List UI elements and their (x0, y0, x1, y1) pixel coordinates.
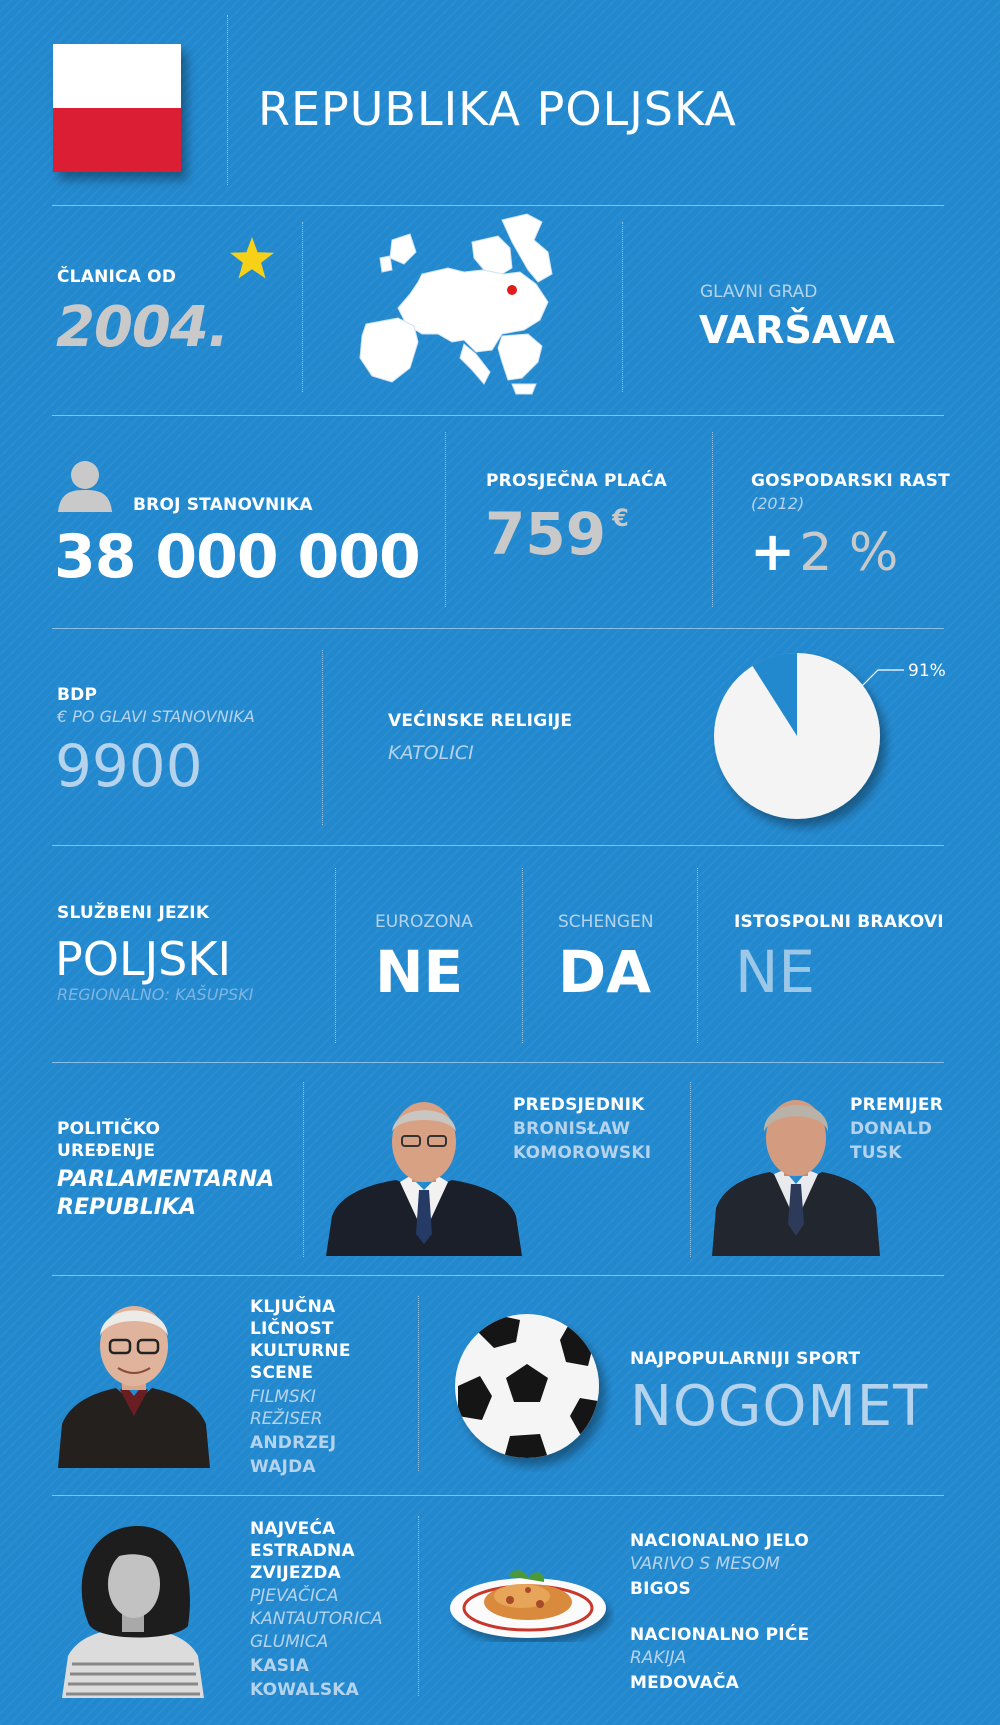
culture-name-2: WAJDA (250, 1457, 316, 1477)
growth-year: (2012) (751, 494, 805, 513)
star-role-1: PJEVAČICA (250, 1586, 339, 1606)
page-title: REPUBLIKA POLJSKA (258, 82, 737, 136)
star-icon (228, 234, 276, 282)
president-name-1: BRONISŁAW (513, 1119, 631, 1139)
salary-currency: € (612, 504, 629, 532)
dish-sub: VARIVO S MESOM (630, 1554, 780, 1574)
salary-value: 759 (485, 500, 607, 568)
divider (52, 845, 944, 846)
drink-label: NACIONALNO PIĆE (630, 1625, 810, 1645)
growth-sign: + (750, 520, 796, 583)
star-label-3: ZVIJEZDA (250, 1563, 341, 1583)
header-divider (227, 15, 228, 185)
divider (52, 415, 944, 416)
marriage-value: NE (735, 938, 816, 1006)
schengen-value: DA (558, 938, 652, 1006)
divider (622, 222, 623, 392)
culture-role-1: FILMSKI (250, 1387, 316, 1407)
star-label-2: ESTRADNA (250, 1541, 355, 1561)
divider (52, 628, 944, 629)
divider (335, 868, 336, 1043)
divider (690, 1082, 691, 1257)
religion-value: KATOLICI (388, 742, 474, 764)
language-label: SLUŽBENI JEZIK (57, 903, 210, 923)
politics-label-2: UREĐENJE (57, 1141, 156, 1161)
president-photo (326, 1094, 522, 1256)
gdp-sub: € PO GLAVI STANOVNIKA (57, 707, 255, 726)
poland-flag (53, 44, 181, 172)
star-role-3: GLUMICA (250, 1632, 329, 1652)
eu-label: ČLANICA OD (57, 267, 177, 287)
divider (445, 432, 446, 607)
star-name-2: KOWALSKA (250, 1680, 360, 1700)
divider (52, 205, 944, 206)
europe-map-icon (352, 212, 578, 398)
divider (302, 222, 303, 392)
religion-pie-chart (700, 648, 960, 838)
person-icon (56, 458, 114, 514)
drink-value: MEDOVAČA (630, 1673, 740, 1693)
population-value: 38 000 000 (54, 522, 420, 592)
growth-value-group (750, 520, 898, 583)
dish-label: NACIONALNO JELO (630, 1531, 810, 1551)
marriage-label: ISTOSPOLNI BRAKOVI (734, 912, 944, 932)
president-name-2: KOMOROWSKI (513, 1143, 652, 1163)
dish-value: BIGOS (630, 1579, 691, 1599)
salary-label: PROSJEČNA PLAĆA (486, 471, 668, 491)
divider (697, 868, 698, 1043)
star-person-photo (62, 1522, 204, 1698)
star-name-1: KASIA (250, 1656, 310, 1676)
star-role-2: KANTAUTORICA (250, 1609, 383, 1629)
divider (418, 1516, 419, 1696)
growth-value: 2 % (799, 523, 899, 583)
eu-year: 2004. (56, 295, 229, 360)
football-icon (452, 1312, 612, 1472)
divider (52, 1275, 944, 1276)
culture-photo (58, 1296, 210, 1468)
population-label: BROJ STANOVNIKA (133, 495, 313, 515)
bigos-dish-icon (448, 1560, 614, 1642)
pie-percent-label: 91% (908, 661, 946, 681)
pm-name-2: TUSK (850, 1143, 902, 1163)
language-value: POLJSKI (55, 932, 232, 986)
star-label-1: NAJVEĆA (250, 1519, 336, 1539)
culture-label-1: KLJUČNA (250, 1297, 336, 1317)
divider (522, 868, 523, 1043)
gdp-label: BDP (57, 685, 98, 705)
culture-label-3: KULTURNE (250, 1341, 351, 1361)
pie-label-leader (862, 670, 904, 686)
eurozone-value: NE (375, 938, 464, 1006)
politics-label-1: POLITIČKO (57, 1119, 161, 1139)
president-role: PREDSJEDNIK (513, 1095, 645, 1115)
sport-value: NOGOMET (630, 1374, 929, 1439)
divider (52, 1062, 944, 1063)
divider (418, 1296, 419, 1471)
gdp-value: 9900 (55, 732, 203, 800)
eurozone-label: EUROZONA (375, 912, 473, 932)
divider (712, 432, 713, 607)
culture-label-4: SCENE (250, 1363, 314, 1383)
language-regional: REGIONALNO: KAŠUPSKI (57, 985, 254, 1004)
culture-name-1: ANDRZEJ (250, 1433, 337, 1453)
capital-value: VARŠAVA (699, 308, 895, 352)
schengen-label: SCHENGEN (558, 912, 654, 932)
culture-label-2: LIČNOST (250, 1319, 334, 1339)
pm-name-1: DONALD (850, 1119, 933, 1139)
divider (52, 1495, 944, 1496)
salary-amount (485, 500, 629, 568)
divider (303, 1082, 304, 1257)
drink-sub: RAKIJA (630, 1648, 687, 1668)
divider (322, 650, 323, 825)
sport-label: NAJPOPULARNIJI SPORT (630, 1349, 861, 1369)
growth-label: GOSPODARSKI RAST (751, 471, 950, 491)
pm-role: PREMIJER (850, 1095, 944, 1115)
politics-value-2: REPUBLIKA (57, 1195, 197, 1220)
capital-label: GLAVNI GRAD (700, 282, 818, 302)
culture-role-2: REŽISER (250, 1409, 323, 1429)
religion-label: VEĆINSKE RELIGIJE (388, 711, 573, 731)
politics-value-1: PARLAMENTARNA (57, 1167, 275, 1192)
